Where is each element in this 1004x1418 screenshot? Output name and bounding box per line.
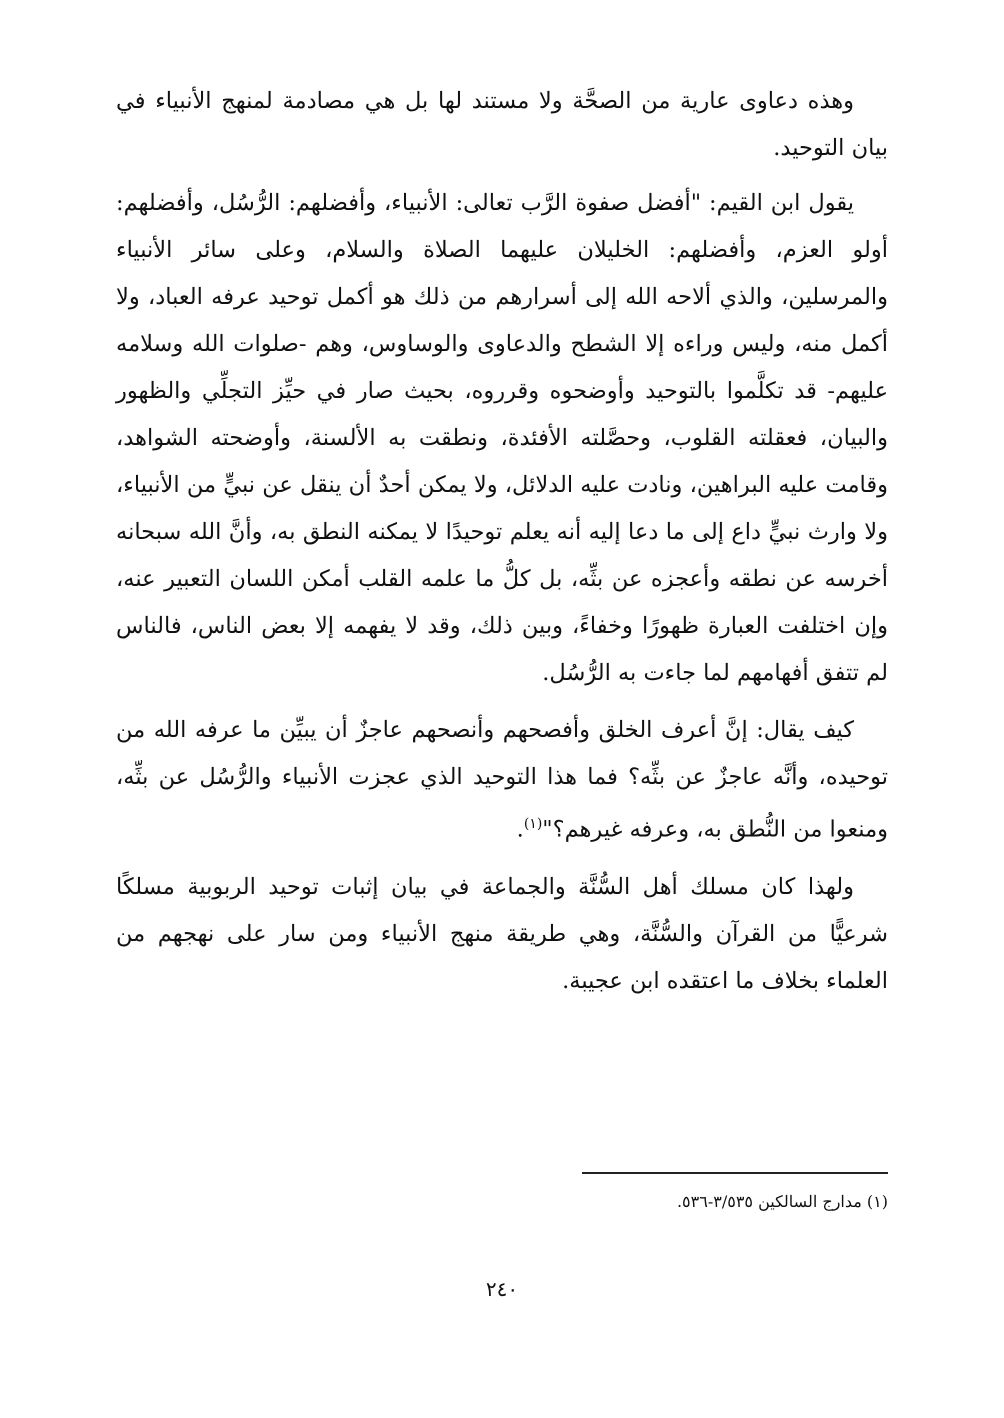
paragraph-3 <box>116 707 888 854</box>
paragraph-2-quote: يقول ابن القيم: "أفضل صفوة الرَّب تعالى: الأنبياء، وأفضلهم: الرُّسُل، وأفضلهم: أولو العزم، وأفضلهم: الخليلان عليهما الصلاة والسلام، وعلى سائر الأنبياء والمرسلين، والذي ألاحه الله إلى أسرارهم من ذلك هو أكمل توحيد عرفه العباد، ولا أكمل منه، وليس وراءه إلا الشطح والدعاوى والوساوس، وهم -صلوات الله وسلامه عليهم- قد تكلَّموا بالتوحيد وأوضحوه وقرروه، بحيث صار في حيِّز التجلِّي والظهور والبيان، فعقلته القلوب، وحصَّلته الأفئدة، ونطقت به الألسنة، وأوضحته الشواهد، وقامت عليه البراهين، ونادت عليه الدلائل، ولا يمكن أحدٌ أن ينقل عن نبيٍّ من الأنبياء، ولا وارث نبيٍّ داع إلى ما دعا إليه أنه يعلم توحيدًا لا يمكنه النطق به، وأنَّ الله سبحانه أخرسه عن نطقه وأعجزه عن بثِّه، بل كلُّ ما علمه القلب أمكن اللسان التعبير عنه، وإن اختلفت العبارة ظهورًا وخفاءً، وبين ذلك، وقد لا يفهمه إلا بعض الناس، فالناس لم تتفق أفهامهم لما جاءت به الرُّسُل. <box>116 190 888 686</box>
paragraph-4: ولهذا كان مسلك أهل السُّنَّة والجماعة في بيان إثبات توحيد الربوبية مسلكًا شرعيًّا من القرآن والسُّنَّة، وهي طريقة منهج الأنبياء ومن سار على نهجهم من العلماء بخلاف ما اعتقده ابن عجيبة. <box>116 873 888 994</box>
footnote-reference: (١) <box>523 816 543 832</box>
paragraph-3-text: كيف يقال: إنَّ أعرف الخلق وأفصحهم وأنصحهم عاجزٌ أن يبيِّن ما عرفه الله من توحيده، وأنَّه عاجزٌ عن بثِّه؟ فما هذا التوحيد الذي عجزت الأنبياء والرُّسُل عن بثِّه، ومنعوا من النُّطق به، وعرفه غيرهم؟" <box>116 717 888 843</box>
footnote-separator <box>582 1172 888 1174</box>
paragraph-3-end: . <box>516 816 524 843</box>
page-number: ٢٤٠ <box>485 1277 519 1301</box>
footnote: (١) مدارج السالكين ٣/٥٣٥-٥٣٦. <box>676 1192 888 1211</box>
paragraph-1: وهذه دعاوى عارية من الصحَّة ولا مستند لها بل هي مصادمة لمنهج الأنبياء في بيان التوحيد. <box>116 88 888 161</box>
document-body <box>116 78 888 1015</box>
